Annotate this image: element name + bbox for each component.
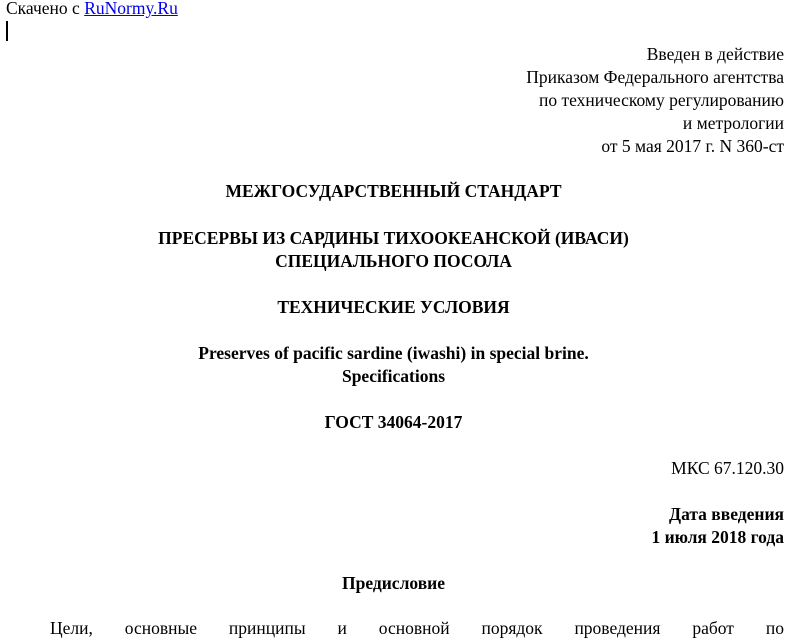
paragraph-word: принципы [228,618,306,638]
paragraph-word: по [765,618,784,638]
paragraph-word: основные [124,618,198,638]
english-title-line-2: Specifications [341,366,446,386]
effective-date-block [651,503,784,549]
source-prefix: Скачено с [6,0,80,18]
paragraph-word: Цели, [50,618,93,638]
source-line [6,0,178,20]
paragraph-word: порядок [481,618,543,638]
gost-number: ГОСТ 34064-2017 [324,412,463,432]
source-link[interactable]: RuNormy.Ru [84,0,178,18]
paragraph-first-line [50,617,784,640]
document-title-line-1: ПРЕСЕРВЫ ИЗ САРДИНЫ ТИХООКЕАНСКОЙ (ИВАСИ) [158,228,629,248]
standard-type-heading: МЕЖГОСУДАРСТВЕННЫЙ СТАНДАРТ [225,181,562,201]
introduction-line-1: Введен в действие [646,44,784,64]
introduction-line-5: от 5 мая 2017 г. N 360-ст [601,136,784,156]
paragraph-word: и [337,618,347,638]
document-title-line-2: СПЕЦИАЛЬНОГО ПОСОЛА [275,251,512,271]
text-cursor [6,21,8,41]
paragraph-word: работ [692,618,734,638]
english-title [0,342,787,388]
english-title-line-1: Preserves of pacific sardine (iwashi) in special brine. [198,343,589,363]
introduction-line-2: Приказом Федерального агентства [526,67,784,87]
introduction-line-3: по техническому регулированию [538,90,784,110]
effective-date-label: Дата введения [669,504,784,524]
introduction-block [526,43,784,158]
mks-code: МКС 67.120.30 [671,458,784,478]
paragraph-word: проведения [574,618,661,638]
paragraph-word: основной [378,618,450,638]
document-subtitle: ТЕХНИЧЕСКИЕ УСЛОВИЯ [277,297,510,317]
effective-date-value: 1 июля 2018 года [651,527,784,547]
introduction-line-4: и метрологии [682,113,784,133]
document-title [0,227,787,273]
section-heading: Предисловие [341,573,446,593]
